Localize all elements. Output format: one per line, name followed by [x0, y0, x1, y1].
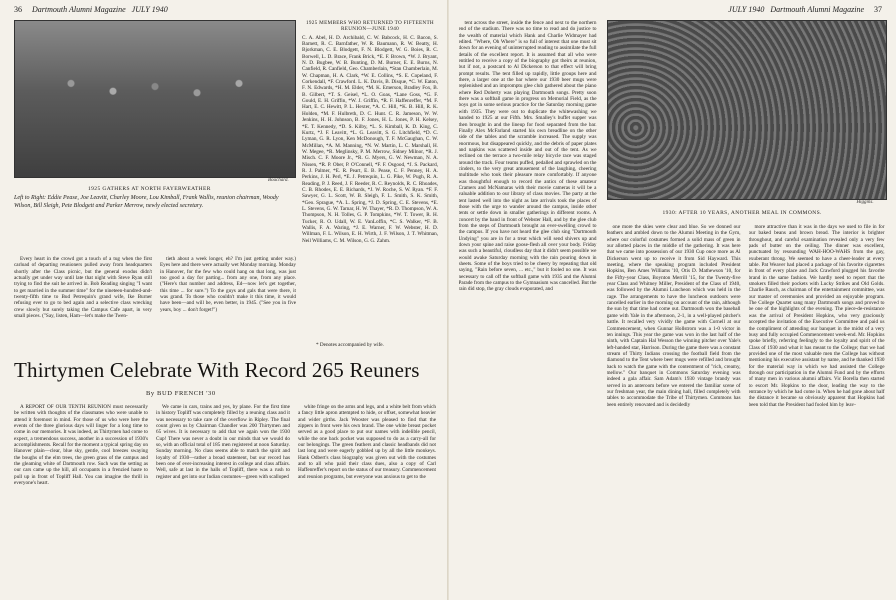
article-byline: By BUD FRENCH '30	[146, 390, 216, 397]
right-photo-title: 1930: AFTER 10 YEARS, ANOTHER MEAL IN COMMONS.	[662, 210, 822, 216]
article-col3-text: white fringe on the arms and legs, and a white belt from which a fancy little apron attempted to hide, or offset, somewhat heavier and wider girths. Jack Wooster was pleased to find that the zippers in front were his own brand. The one white breast pocket served as a good place to put our names with indelible pencil, while the one back pocket was supposed to do as a carry-all for our belongings. The green feathers and classic headbands did not last long and were eagerly gobbled up by all the little monkeys. Hank Odbert's class biography was given out with the costumes and to all who paid their class dues, also a copy of Carl Haffenreffer's report on the status of our treasury. Commencement and reunion programs, but everyone was anxious to get to the	[298, 404, 436, 480]
right-column-3	[749, 224, 885, 596]
left-magazine-name: Dartmouth Alumni Magazine	[32, 5, 126, 14]
members-heading: 1925 MEMBERS WHO RETURNED TO FIFTEENTH REUNION—JUNE 1940	[306, 20, 434, 33]
right-page	[449, 0, 896, 600]
article-headline: Thirtymen Celebrate With Record 265 Reuners	[14, 358, 420, 382]
right-column-1	[459, 20, 597, 596]
right-page-number: 37	[874, 5, 882, 14]
right-column-2	[607, 224, 741, 596]
right-issue: JULY 1940	[728, 5, 765, 14]
right-magazine-name: Dartmouth Alumni Magazine	[770, 5, 864, 14]
intro-col2-text: tieth about a week longer, eh? I'm just getting under way.) Eyes here and there were actually wet Monday morning. Monday in Hanover, for the few who could hang on that long, was just too good a day for parting... from any one, from any place. ("Here's that number and address, Ed—now let's get together, this time ... for sure.") To the guys and gals that were there, it was grand. To those who couldn't make it this time, it would have been—and will be, even better, in 1945. ("See you in five years, boy ... don't forget!")	[160, 256, 296, 313]
intro-col1-text: Every heart in the crowd got a touch of a tug when the first carload of departing reunioners pulled away from headquarters shortly after the Class picnic, but the general exodus didn't actually get under way until late that night with Steve Ryan still trying to find the suit he arrived in. Bob Reading singing "I want to get married in the summer time" for the nineteen-hundred-and-twenty-fifth time to Bud Petrequin's grand wife, Ike Burner refusing ever to go to bed again and a selective class wrecking crew slowly but surely taking the Campus Cafe apart, in very small pieces. ("Say, listen, Ham—let's make the Twen-	[14, 256, 152, 320]
left-issue: JULY 1940	[131, 5, 168, 14]
members-list: C. A. Abel, H. D. Archibald, C. W. Babcock, H. C. Bacon, S. Barnett, R. C. Barnfather, W. R. Baumann, R. W. Beatty, H. Bjorkman, C. E. Blodgett, F. N. Blodgett, W. G. Boies, R. C. Borwell, L. D. Brace, Frank Brick, *E. F. Brown, *W. J. Bryant, N. D. Bugbee, W. B. Bunting, D. M. Burner, E. E. Burns, N. Canfield, R. Canfield, Geo. Chamberlain, *Stan Chamberlain, M. W. Chapman, H. A. Clark, *W. E. Collins, *S. E. Copeland, F. Corkendall, *F. Crawford. L. K. Davis, B. Disque, *C. W. Eaton, F. N. Edwards, *H. M. Elder, *M. K. Emerson, Bradley Fox, B. B. Gilbert, *T. S. Geisel, *L. O. Goas, *Lane Goss, *G. F. Gould, E. H. Griffin, *W. J. Griffin, *R. F. Haffenreffer, *M. F. Hart, E. C. Hewitt, P. L. Hexter, *A. C. Hill, *K. B. Hill, R. K. Holden, *M. F. Hulbreth, D. C. Hunt. C. R. Jameson, W. W. Jenkins, H. H. Johnson, B. F. Jones, H. L. Jones, P. H. Kelsey, *E. T. Kennedy, *D. S. Kilby, *L. S. Kimball, K. D. King, C. Kurtz, *J. F. Leavitt, *L. G. Leavitt, S. G. Litchfield, *D. C. Lyman, G. R. Lyon, Ken McDonough, T. F. McGaughan, C. W. McMillan, *A. M. Manning, *N. W. Martin, L. C. Marshall, H. W. Megee, *R. Meglinsky, P. M. Merrow, Sidney Milnor, *R. J. Misch. C. F. Moore Jr., *R. G. Myers, G. W. Newman, N. A. Nissen, *R. P. Ober, P. O'Connell, *F. F. Osgood, *J. S. Packard, R. J. Palmer, *E. R. Peart, E. B. Pease, C. F. Penney, H. A. Perkins, J. H. Perl, *E. J. Petrequin, L. G. Pike, W. Pugh, R. A. Reading, P. J. Reed, J. F. Reeder, R. C. Reynolds, R. C. Rhoades, C. B. Rhodes, E. E. Richards, *J. W. Roche, S. W. Ryan. *F. F. Sawyer, G. L. Scott, W. B. Sleigh, F. L. Smith, S. K. Smith, *Geo. Sprague, *A. L. Spring, *J. D. Spring, C. E. Stevens, *E. L. Stevens, G. W. Tarnar, H. W. Thayer, *R. D. Thompson, W. A. Thompson, N. H. Tolles, G. P. Tompkins, *W. T. Tower, R. H. Tucker, R. O. Udall, W. E. VanLoffin, *C. S. Walker, *F. B. Wallis, F. A. Waring, *J. E. Warner, F. W. Webster, H. D. Willman, F. L. Wilson, E. H. Wirth, J. F. Wilson, J. T. Whitman, Neil Williams, C. M. Wilson, G. G. Zahm.	[302, 34, 438, 244]
article-col1-text: A REPORT OF OUR TENTH REUNION must necessarily be written with thoughts of the classmates who were unable to attend it foremost in mind. For those of us who were here the events of the three glorious days will linger for a long time to come in our memories. It was indeed, as Thirtymen had come to expect, a tremendous success, another in a succession of 1930's accomplishments. Recall for the moment a typical spring day on Hanover plain—clear, blue sky, gentle, cool breezes swaying the boughs of the elm trees, the green grass of the campus and the gleaming white of Dartmouth row. Such was the setting as our cars came up the hill, all occupants in a frenzied haste to pull up in front of Topliff Hall. You can imagine the thrill in everyone's heart.	[14, 404, 148, 487]
article-column-3	[298, 404, 436, 596]
article-col2-text: We came in cars, trains and yes, by plane. For the first time in history Topliff was completely filled by a reuning class and it was necessary to take care of the overflow in Ripley. The final count given us by Chairman Chandler was 200 Thirtymen and 65 wives. It is necessary to add that we again won the 1930 Cup! There was never a doubt in our minds that we would do so, with an official total of 185 men registered at noon Saturday. Sunday morning. No class seems able to match the spirit and loyalty of 1930—rather a broad statement, but our record has been one of ever-increasing interest in college and class affairs. Well, safe at last in the halls of Topliff, there was a rush to register and get into our Indian costumes—green with scalloped	[156, 404, 290, 480]
members-list-column	[302, 20, 438, 338]
right-col1-text: tent across the street, inside the fence and next to the northern end of the stadium. There was no time to read and do justice to the wealth of material which Hank and Charlie Widmayer had edited. "Where, Oh Where" is so full of interest that one must sit down for an evening of uninterrupted reading to assimilate the full details of the excellent report. It is assumed that all who were entitled to receive a copy of the biography got theirs at reunion, but if not, a postcard to Al Dickerson to that effect will bring prompt results. The tent filled up rapidly, little groups here and there, a larger one at the bar where our 1930 beer mugs were replenished and an impromptu glee club gathered about the piano where Red Doherty was playing Dartmouth songs. Pretty soon there was a softball game in progress on Memorial Field, as the boys got in some serious practice for the Saturday morning game with 1935. They were out to duplicate the whitewashing we handed to 1925 at our Fifth. Mrs. Smalley's buffet supper was then brought in and the lineup for food separated from the bar. Finally Alex McFarland started his own breadline on the other side of the tables and the scramble increased. The supply was enormous, but disappeared quickly, and the debris of paper plates and napkins was scattered inside and out of the tent. As we reclined on the terrace a two-mile relay bicycle race was staged around the track. Four teams puffed, pedalled and sprawled on the cinders, to the very great amusement of the laughing, cheering multitude who took their pleasure more comfortably. If anyone was thoughtful enough to record the antics of these amateur Cramers and McNamaras with their movie cameras it will be a valuable addition to our library of class movies. The party at the tent lasted well into the night as late arrivals took the places of those with the urge to wander around the campus, inside other tents or settle down in smaller gatherings in different rooms. A concert by the band in front of Webster Hall, and by the glee club from the steps of Dartmouth brought an ever-swelling crowd to the campus. If you have not heard the glee club sing "Dartmouth Undying" you are in for a treat which will send shivers up and down your spine and raise goose-flesh all over your body. Friday was such a beautiful, cloudless day that it didn't seem possible we would awake Saturday morning with the rain pouring down in sheets. Some of the boys tried to be cheery by repeating that old saying, "Rain before seven, ... etc.," but it fooled no one. It was necessary to call off the softball game with 1935 and the Alumni Parade from the campus to the Gymnasium was cancelled. But the rain did stop, the gray clouds evaporated, and	[458, 20, 597, 293]
intro-column-2	[160, 256, 296, 338]
right-photo-credit: Higgins.	[856, 200, 874, 205]
intro-column-1	[14, 256, 152, 338]
reunion-1925-photo	[14, 20, 296, 178]
article-column-1	[14, 404, 148, 596]
left-running-head	[14, 5, 168, 14]
left-photo-title: 1925 GATHERS AT NORTH FAYERWEATHER	[88, 186, 211, 192]
article-column-2	[156, 404, 290, 596]
right-col3-text: more attractive than it was in the days we used to file in for our baked beans and brown bread. The interior is brighter throughout, and careful examination revealed only a very few pads of butter on the ceiling. The dinner was excellent, punctuated by resounding WAH-HOO-WAHS from the gay, exuberant throng. We seemed to have a cheer-leader at every table. Pat Weaver had placed a package of his favorite cigarettes in front of every place and Jack Crawford plugged his favorite brand in the same fashion. We hardly need to report that the smokers filled their pockets with Lucky Strikes and Old Golds. Charlie Rauch, as chairman of the entertainment committee, was our master of ceremonies and provided an enjoyable program. The College Quartet sang many Dartmouth songs and proved to be one of the highlights of the evening. The piece-de-resistance was the arrival of President Hopkins, who very graciously accepted the invitation of the Executive Committee and paid us the compliment of attending our banquet in the midst of a very busy and fully occupied Commencement week-end. Mr. Hopkins spoke briefly, referring feelingly to the loyalty and spirit of the Class of 1930 and what it has meant to the College; that we had provided one of the most valuable men the College has without mentioning his executive assistant by name, and he thanked 1930 for the material way in which we had assisted the College through our participation in the Alumni Fund and by the efforts of many men in various alumni affairs. Vic Borella then started to escort Mr. Hopkins to the door, leading the way to the entrance by which he had come in. When he had gone about half the distance it became so obviously apparent that Hopkins had been told that the President had fooled him by leav-	[748, 224, 885, 408]
members-footnote: * Denotes accompanied by wife.	[316, 342, 384, 348]
right-running-head	[728, 5, 882, 14]
left-photo-caption: Left to Right: Eddie Pease, Joe Leavitt, Charley Moore, Lou Kimball, Frank Wallis, reunion chairman, Woody Wilson, Bill Sleigh, Pete Blodgett and Parker Merrow, newly elected secretary.	[14, 195, 279, 209]
right-col2-text: one more the skies were clear and blue. So we donned our feathers and ambled down to the Alumni Meeting in the Gym, where our colorful costumes formed a solid mass of green in our allotted places in the middle of the gathering. It was here that we came into possession of our 1930 Cup once more as Al Dickerson went up to receive it from Sid Hayward. This meeting, where the speaking program included President Hopkins, Ben Ames Williams '10, Otis D. Mathewson '10, for the Fifty-year Class, Boynton Merrill '15, for the Twenty-five year Class and Whitney Miller, President of the Class of 1940, was followed by the Alumni Luncheon which was held in the cage. The arrangements to have the luncheon outdoors were cancelled earlier in the morning on account of the rain, although the sun by that time had come out. Dartmouth won the baseball game with Yale in the afternoon, 2-1, in a well-played pitcher's battle. It recalled very vividly the game with Cornell at our Commencement, when Gunnar Hollstrom was a 1-0 victor in ten innings. This year the game was won in the last half of the ninth, with Captain Hal Wesson the winning pitcher over Yale's left-handed star, Harrison. During the game there was a constant stream of Thirty Indians crossing the football field from the diamond to the Tent where beer mugs were refilled and brought back to watch the game with the contentment of "rich, creamy, mellow." Our banquet in Commons Saturday evening was indeed a gala affair. Sam Adam's 1930 vintage brandy was served in an anteroom before we entered the familiar scene of our freshman year, the main dining hall, filled completely with tables to accommodate the Tribe of Thirtymen. Commons has been entirely renovated and is decidedly	[606, 224, 741, 408]
left-page-number: 36	[14, 5, 22, 14]
commons-meal-photo	[607, 20, 887, 200]
left-photo-credit: Bouchard.	[268, 178, 289, 183]
